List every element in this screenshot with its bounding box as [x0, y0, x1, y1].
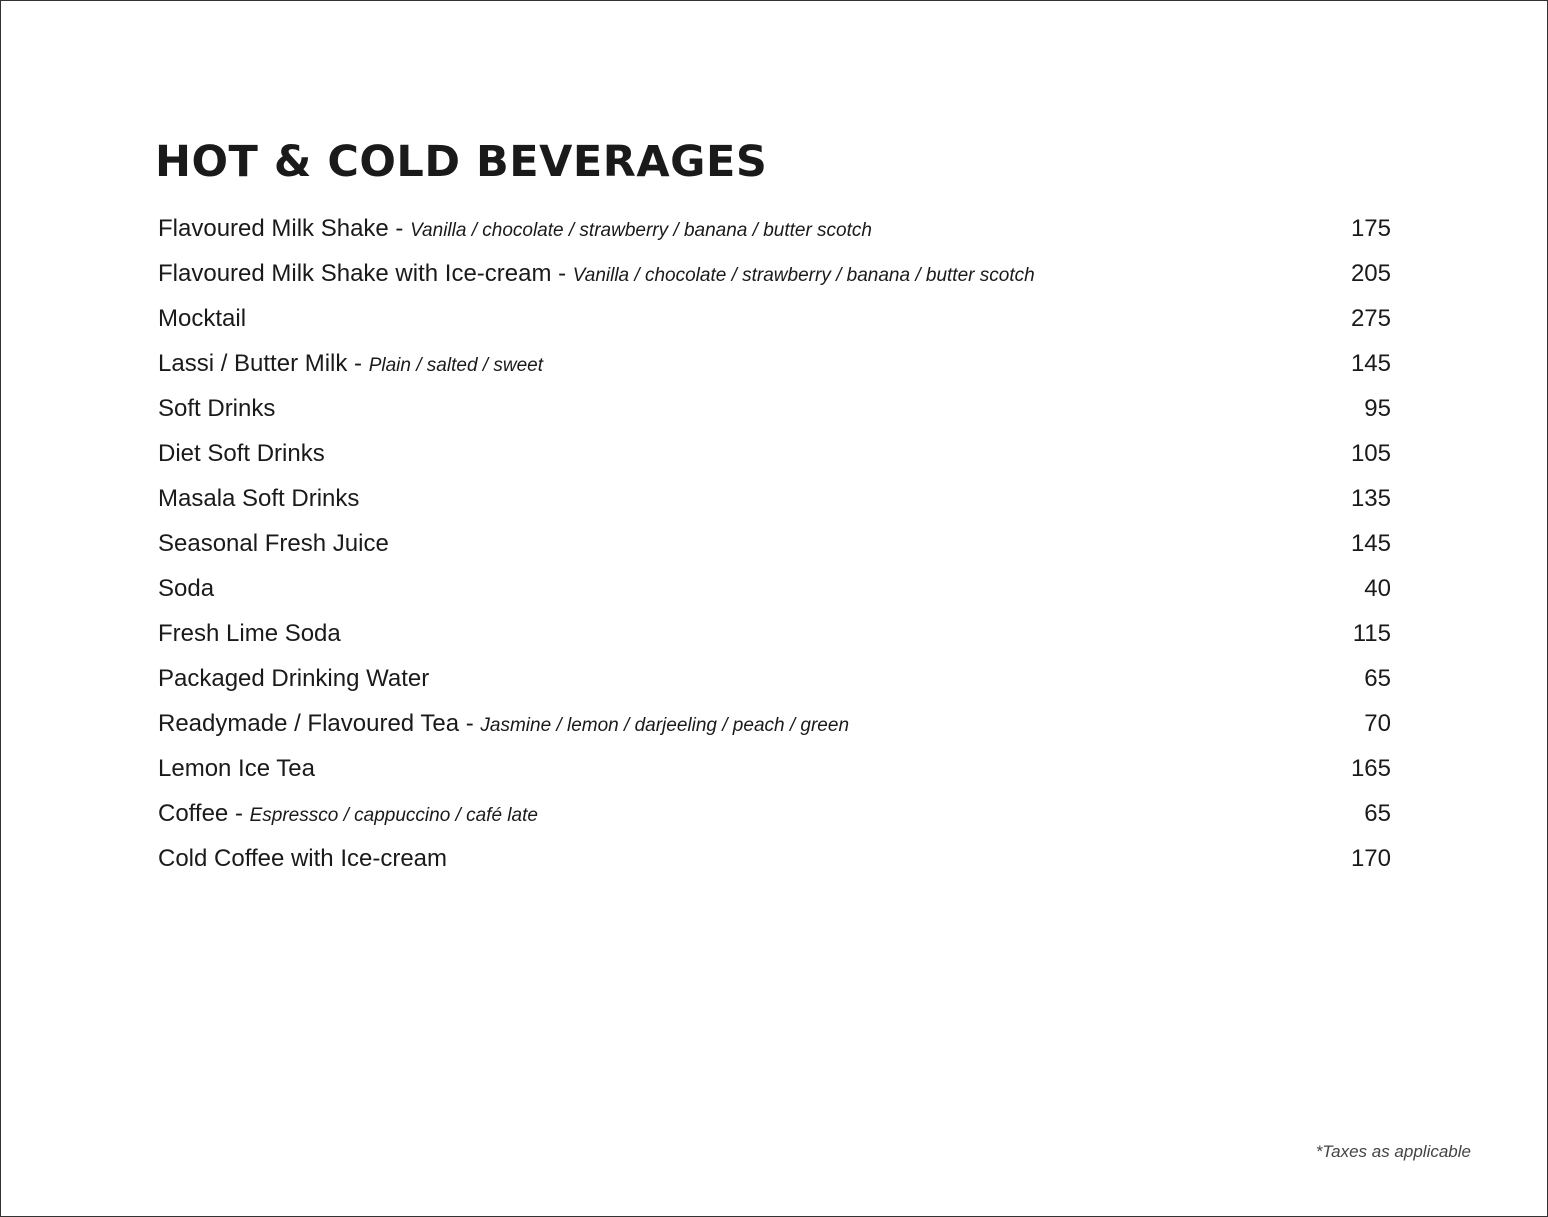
item-name: Cold Coffee with Ice-cream: [158, 844, 448, 872]
list-item: [158, 341, 1391, 386]
item-price: 65: [1364, 799, 1391, 827]
item-text: [158, 620, 341, 648]
item-text: [158, 665, 429, 693]
item-price: 135: [1350, 484, 1391, 512]
item-price: 115: [1352, 619, 1391, 647]
item-name: Lassi / Butter Milk: [158, 349, 348, 377]
item-name: Fresh Lime Soda: [158, 619, 341, 647]
item-price: 175: [1350, 214, 1391, 242]
item-text: [158, 350, 543, 378]
item-name: Packaged Drinking Water: [158, 664, 430, 692]
list-item: [158, 386, 1391, 431]
item-price: 170: [1350, 844, 1391, 872]
list-item: [158, 656, 1391, 701]
item-text: [158, 440, 325, 468]
list-item: [158, 701, 1391, 746]
item-text: [158, 215, 872, 243]
list-item: [158, 746, 1391, 791]
item-text: [158, 395, 275, 423]
item-name: Coffee: [158, 799, 229, 827]
item-name: Mocktail: [158, 304, 247, 332]
list-item: [158, 836, 1391, 881]
item-name: Seasonal Fresh Juice: [158, 529, 389, 557]
item-price: 65: [1364, 664, 1391, 692]
item-name: Flavoured Milk Shake with Ice-cream: [158, 259, 552, 287]
item-price: 275: [1350, 304, 1391, 332]
list-item: [158, 431, 1391, 476]
list-item: [158, 251, 1391, 296]
item-price: 145: [1350, 529, 1391, 557]
tax-footnote: *Taxes as applicable: [1315, 1142, 1471, 1161]
item-price: 205: [1350, 259, 1391, 287]
item-price: 165: [1350, 754, 1391, 782]
item-name: Diet Soft Drinks: [158, 439, 325, 467]
list-item: [158, 566, 1391, 611]
item-price: 95: [1364, 394, 1391, 422]
item-text: [158, 260, 1035, 288]
item-text: [158, 845, 447, 873]
item-name: Soda: [158, 574, 215, 602]
item-price: 70: [1364, 709, 1391, 737]
item-name: Soft Drinks: [158, 394, 276, 422]
item-separator: -: [347, 349, 369, 377]
item-separator: -: [459, 709, 481, 737]
item-name: Masala Soft Drinks: [158, 484, 360, 512]
item-text: [158, 800, 538, 828]
list-item: [158, 296, 1391, 341]
list-item: [158, 521, 1391, 566]
item-variants: Vanilla / chocolate / strawberry / banana / butter scotch: [572, 264, 1035, 286]
list-item: [158, 611, 1391, 656]
item-name: Lemon Ice Tea: [158, 754, 315, 782]
item-separator: -: [551, 259, 573, 287]
item-text: [158, 305, 246, 333]
page-title: HOT & COLD BEVERAGES: [155, 137, 768, 187]
menu-list: [158, 206, 1391, 881]
item-price: 145: [1350, 349, 1391, 377]
item-price: 105: [1350, 439, 1391, 467]
list-item: [158, 206, 1391, 251]
list-item: [158, 476, 1391, 521]
item-variants: Jasmine / lemon / darjeeling / peach / green: [480, 714, 850, 736]
item-text: [158, 575, 214, 603]
item-text: [158, 485, 359, 513]
item-variants: Espressco / cappuccino / café late: [249, 804, 538, 826]
item-variants: Vanilla / chocolate / strawberry / banana / butter scotch: [410, 219, 872, 241]
item-name: Flavoured Milk Shake: [158, 214, 389, 242]
item-variants: Plain / salted / sweet: [368, 354, 543, 376]
item-name: Readymade / Flavoured Tea: [158, 709, 460, 737]
item-price: 40: [1364, 574, 1391, 602]
item-text: [158, 755, 315, 783]
item-text: [158, 530, 389, 558]
item-separator: -: [388, 214, 411, 242]
item-separator: -: [228, 799, 250, 827]
item-text: [158, 710, 849, 738]
list-item: [158, 791, 1391, 836]
